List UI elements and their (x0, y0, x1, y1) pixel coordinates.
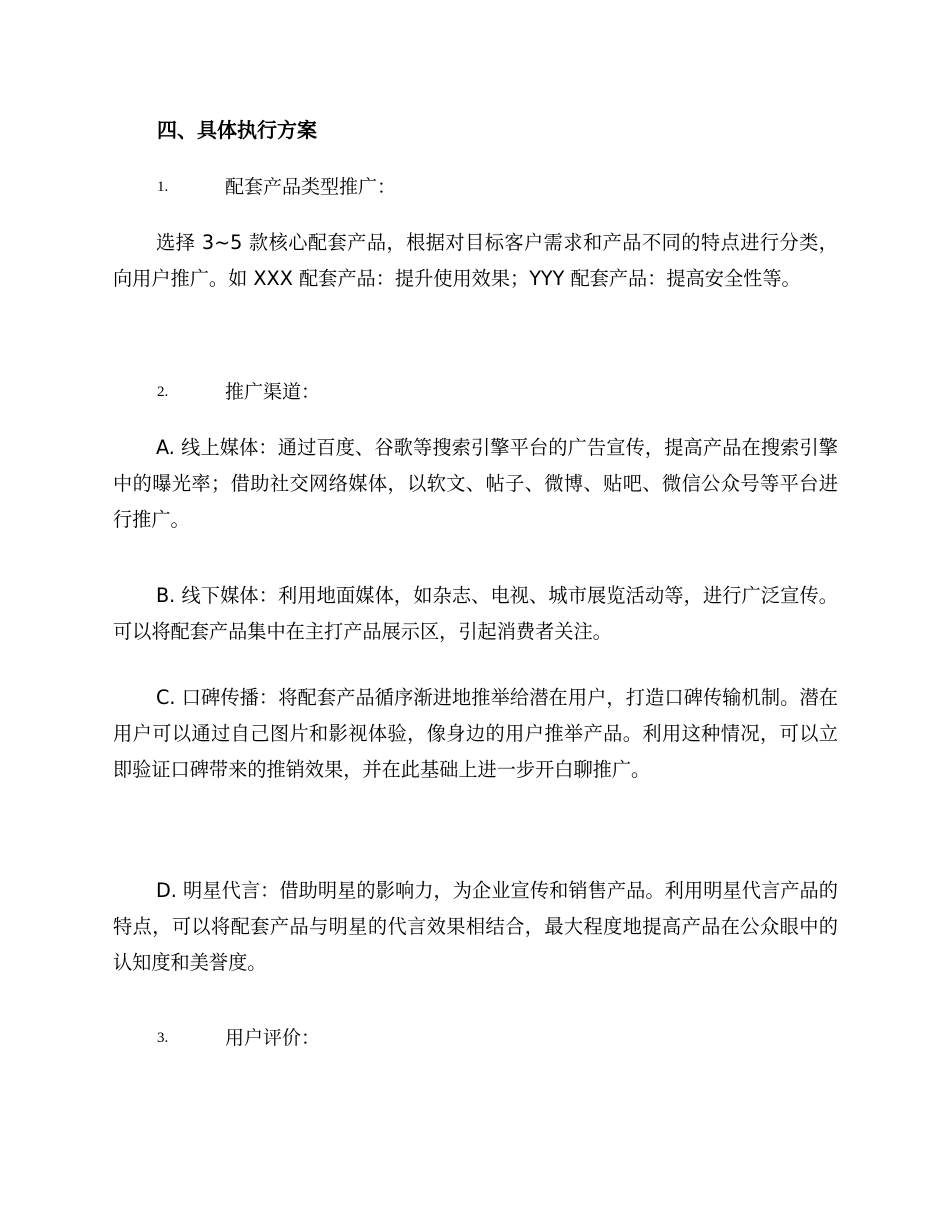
paragraph-offline-media: B. 线下媒体：利用地面媒体，如杂志、电视、城市展览活动等，进行广泛宣传。可以将配套产品集中在主打产品展示区，引起消费者关注。 (113, 584, 838, 643)
item-number: 2. (157, 384, 169, 400)
item-number: 1. (157, 179, 169, 195)
paragraph-celebrity: D. 明星代言：借助明星的影响力，为企业宣传和销售产品。利用明星代言产品的特点，可以将配套产品与明星的代言效果相结合，最大程度地提高产品在公众眼中的认知度和美誉度。 (113, 879, 838, 974)
item-number: 3. (157, 1030, 169, 1046)
section-heading: 四、具体执行方案 (157, 118, 317, 142)
paragraph-product-types: 选择 3~5 款核心配套产品，根据对目标客户需求和产品不同的特点进行分类，向用户推广。如 XXX 配套产品：提升使用效果；YYY 配套产品：提高安全性等。 (113, 231, 838, 290)
paragraph-word-of-mouth: C. 口碑传播：将配套产品循序渐进地推举给潜在用户，打造口碑传输机制。潜在用户可以通过自己图片和影视体验，像身边的用户推举产品。利用这种情况，可以立即验证口碑带来的推销效果，并在此基础上进一步开白聊推广。 (113, 686, 838, 781)
item-label: 用户评价： (225, 1027, 321, 1049)
item-label: 配套产品类型推广： (225, 176, 397, 198)
paragraph-online-media: A. 线上媒体：通过百度、谷歌等搜索引擎平台的广告宣传，提高产品在搜索引擎中的曝光率；借助社交网络媒体，以软文、帖子、微博、贴吧、微信公众号等平台进行推广。 (113, 436, 838, 531)
item-label: 推广渠道： (225, 381, 321, 403)
